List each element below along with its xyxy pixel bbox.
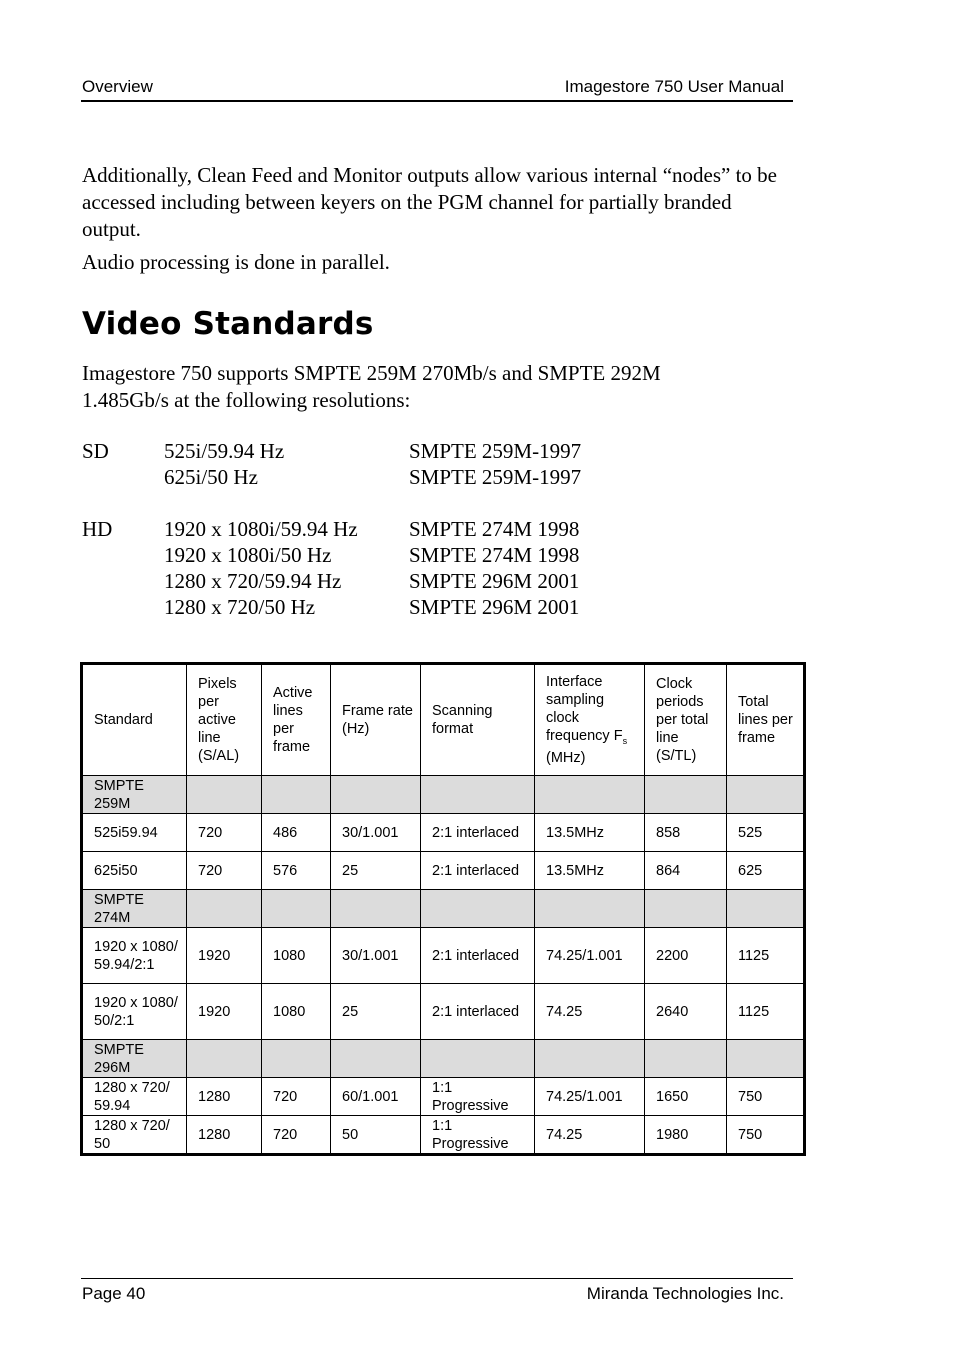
table-row [82, 984, 805, 1040]
cell-active-lines: 720 [262, 1078, 331, 1116]
cell-frequency: 74.25 [535, 1116, 645, 1155]
table-group-row [82, 1040, 805, 1078]
cell-scanning: 1:1 Progressive [421, 1116, 535, 1155]
footer-company: Miranda Technologies Inc. [586, 1284, 784, 1303]
header-interface-frequency: Interface sampling clock frequency $F_s$ (MHz) [535, 664, 645, 776]
table-group-row [82, 890, 805, 928]
cell-scanning: 2:1 interlaced [421, 984, 535, 1040]
section-intro-paragraph: Imagestore 750 supports SMPTE 259M 270Mb/s and SMPTE 292M 1.485Gb/s at the following resolutions: [82, 361, 661, 412]
group-label: SMPTE 296M [82, 1040, 187, 1078]
header-active-lines: Active lines per frame [262, 664, 331, 776]
cell-frequency: 74.25 [535, 984, 645, 1040]
hd-label: HD [82, 517, 113, 541]
cell-frame-rate: 50 [331, 1116, 421, 1155]
header-total-lines: Total lines per frame [727, 664, 805, 776]
group-label: SMPTE 259M [82, 776, 187, 814]
cell-clock-periods: 858 [645, 814, 727, 852]
header-frame-rate: Frame rate (Hz) [331, 664, 421, 776]
table-header-row [82, 664, 805, 776]
page-footer [81, 1278, 793, 1309]
cell-frame-rate: 25 [331, 984, 421, 1040]
smpte-spec: SMPTE 274M 1998 [409, 517, 580, 541]
cell-frame-rate: 30/1.001 [331, 814, 421, 852]
cell-standard: 1280 x 720/ 50 [82, 1116, 187, 1155]
cell-total-lines: 625 [727, 852, 805, 890]
resolution: 1920 x 1080i/59.94 Hz [164, 517, 358, 541]
cell-standard: 1920 x 1080/ 59.94/2:1 [82, 928, 187, 984]
cell-frame-rate: 30/1.001 [331, 928, 421, 984]
page-number: Page 40 [82, 1284, 146, 1303]
header-standard: Standard [82, 664, 187, 776]
table-row [82, 814, 805, 852]
cell-standard: 1280 x 720/ 59.94 [82, 1078, 187, 1116]
cell-clock-periods: 864 [645, 852, 727, 890]
table-row [82, 852, 805, 890]
smpte-spec: SMPTE 259M-1997 [409, 465, 582, 489]
cell-frequency: 13.5MHz [535, 814, 645, 852]
resolution: 1280 x 720/50 Hz [164, 595, 316, 619]
cell-total-lines: 1125 [727, 984, 805, 1040]
cell-pixels: 1280 [187, 1078, 262, 1116]
smpte-spec: SMPTE 296M 2001 [409, 569, 580, 593]
smpte-spec: SMPTE 274M 1998 [409, 543, 580, 567]
sd-label: SD [82, 439, 109, 463]
resolution: 625i/50 Hz [164, 465, 258, 489]
table-group-row [82, 776, 805, 814]
header-scanning-format: Scanning format [421, 664, 535, 776]
cell-frequency: 74.25/1.001 [535, 1078, 645, 1116]
cell-active-lines: 1080 [262, 984, 331, 1040]
header-clock-periods: Clock periods per total line (S/TL) [645, 664, 727, 776]
cell-active-lines: 720 [262, 1116, 331, 1155]
audio-paragraph: Audio processing is done in parallel. [82, 250, 390, 274]
cell-scanning: 1:1 Progressive [421, 1078, 535, 1116]
resolution: 525i/59.94 Hz [164, 439, 285, 463]
cell-clock-periods: 2200 [645, 928, 727, 984]
intro-paragraph: Additionally, Clean Feed and Monitor outputs allow various internal “nodes” to be accessed including between keyers on the PGM channel for partially branded output. [82, 163, 777, 241]
cell-pixels: 1920 [187, 928, 262, 984]
table-row [82, 928, 805, 984]
cell-standard: 625i50 [82, 852, 187, 890]
cell-pixels: 720 [187, 852, 262, 890]
smpte-spec: SMPTE 259M-1997 [409, 439, 582, 463]
header-section-name: Overview [82, 77, 153, 96]
resolution: 1920 x 1080i/50 Hz [164, 543, 332, 567]
cell-clock-periods: 1980 [645, 1116, 727, 1155]
table-row [82, 1116, 805, 1155]
cell-pixels: 1920 [187, 984, 262, 1040]
cell-scanning: 2:1 interlaced [421, 852, 535, 890]
page-header [81, 76, 793, 102]
cell-total-lines: 750 [727, 1078, 805, 1116]
cell-standard: 1920 x 1080/ 50/2:1 [82, 984, 187, 1040]
section-heading: Video Standards [82, 306, 374, 342]
video-standards-table [80, 662, 806, 1156]
cell-active-lines: 1080 [262, 928, 331, 984]
cell-active-lines: 576 [262, 852, 331, 890]
cell-clock-periods: 2640 [645, 984, 727, 1040]
cell-scanning: 2:1 interlaced [421, 814, 535, 852]
cell-pixels: 1280 [187, 1116, 262, 1155]
header-pixels-per-active-line: Pixels per active line (S/AL) [187, 664, 262, 776]
cell-standard: 525i59.94 [82, 814, 187, 852]
cell-frequency: 74.25/1.001 [535, 928, 645, 984]
cell-frame-rate: 25 [331, 852, 421, 890]
cell-total-lines: 1125 [727, 928, 805, 984]
group-label: SMPTE 274M [82, 890, 187, 928]
smpte-spec: SMPTE 296M 2001 [409, 595, 580, 619]
cell-total-lines: 750 [727, 1116, 805, 1155]
table-row [82, 1078, 805, 1116]
resolution: 1280 x 720/59.94 Hz [164, 569, 342, 593]
cell-clock-periods: 1650 [645, 1078, 727, 1116]
cell-frame-rate: 60/1.001 [331, 1078, 421, 1116]
cell-pixels: 720 [187, 814, 262, 852]
cell-frequency: 13.5MHz [535, 852, 645, 890]
header-document-title: Imagestore 750 User Manual [564, 77, 784, 96]
cell-total-lines: 525 [727, 814, 805, 852]
cell-active-lines: 486 [262, 814, 331, 852]
cell-scanning: 2:1 interlaced [421, 928, 535, 984]
